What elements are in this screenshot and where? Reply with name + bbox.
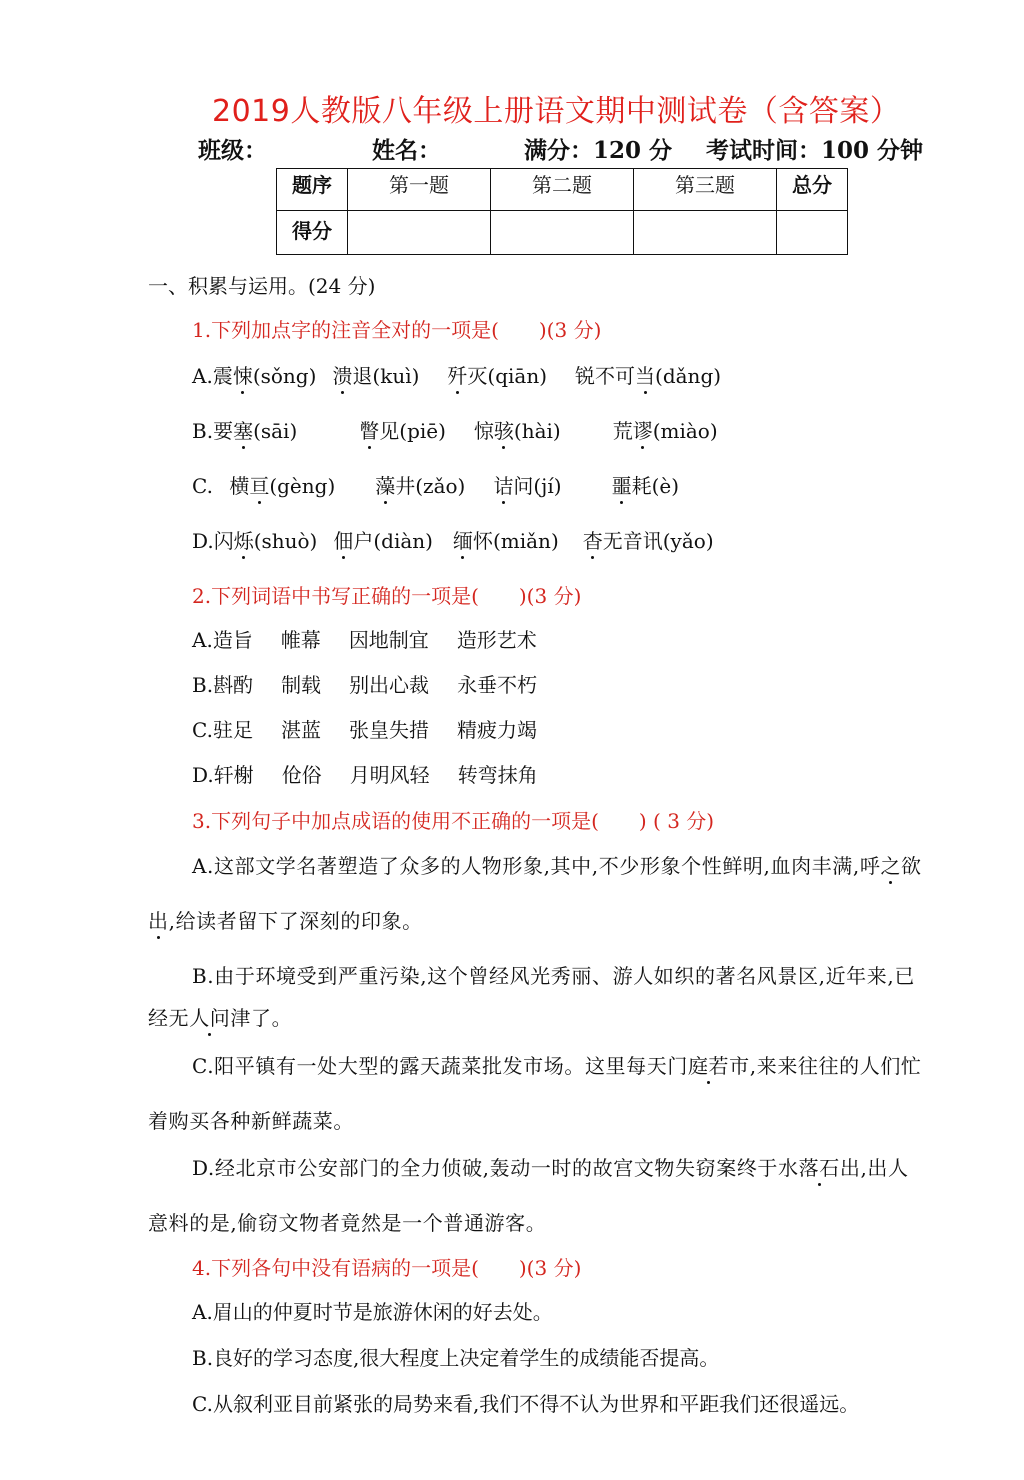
question-4-option-c: C.从叙利亚目前紧张的局势来看,我们不得不认为世界和平距我们还很遥远。 (192, 1392, 860, 1416)
question-3-stem: 3.下列句子中加点成语的使用不正确的一项是( ) ( 3 分) (192, 809, 715, 833)
score-table (276, 168, 848, 255)
page-title: 2019人教版八年级上册语文期中测试卷（含答案） (212, 94, 901, 129)
score-table-header-q1: 第一题 (348, 169, 491, 211)
question-3-option-a-line2: 出,给读者留下了深刻的印象。 (148, 905, 423, 934)
question-2-option-c: C.驻足 湛蓝 张皇失措 精疲力竭 (192, 718, 537, 742)
question-4-option-a: A.眉山的仲夏时节是旅游休闲的好去处。 (192, 1300, 553, 1324)
score-table-row-label: 得分 (277, 211, 348, 255)
score-table-header-total: 总分 (777, 169, 848, 211)
question-4-option-b: B.良好的学习态度,很大程度上决定着学生的成绩能否提高。 (192, 1346, 720, 1370)
question-2-stem: 2.下列词语中书写正确的一项是( )(3 分) (192, 584, 582, 608)
question-3-option-c-line1: C.阳平镇有一处大型的露天蔬菜批发市场。这里每天门庭若市,来来往往的人们忙 (192, 1050, 922, 1079)
question-1-option-a: A.震悚(sǒng) 溃退(kuì) 歼灭(qiān) 锐不可当(dǎng) (192, 360, 721, 389)
score-cell-q1 (348, 211, 491, 255)
score-cell-total (777, 211, 848, 255)
question-3-option-a-line1: A.这部文学名著塑造了众多的人物形象,其中,不少形象个性鲜明,血肉丰满,呼之欲 (192, 850, 922, 879)
full-score-label: 满分：120 分 (524, 137, 673, 164)
class-label: 班级： (198, 137, 267, 164)
question-1-option-d: D.闪烁(shuò) 佃户(diàn) 缅怀(miǎn) 杳无音讯(yǎo) (192, 525, 714, 554)
question-3-option-b-line2: 经无人问津了。 (148, 1002, 292, 1031)
question-1-stem: 1.下列加点字的注音全对的一项是( )(3 分) (192, 318, 602, 342)
question-3-option-d-line2: 意料的是,偷窃文物者竟然是一个普通游客。 (148, 1211, 547, 1235)
score-cell-q2 (491, 211, 634, 255)
exam-time-label: 考试时间：100 分钟 (706, 137, 924, 164)
question-3-option-c-line2: 着购买各种新鲜蔬菜。 (148, 1109, 354, 1133)
score-table-header-q3: 第三题 (634, 169, 777, 211)
score-table-header-order: 题序 (277, 169, 348, 211)
question-2-option-a: A.造旨 帷幕 因地制宜 造形艺术 (192, 628, 537, 652)
name-label: 姓名： (372, 137, 441, 164)
question-4-stem: 4.下列各句中没有语病的一项是( )(3 分) (192, 1256, 582, 1280)
question-1-option-b: B.要塞(sāi) 瞥见(piē) 惊骇(hài) 荒谬(miào) (192, 415, 718, 444)
section-heading: 一、积累与运用。(24 分) (148, 274, 376, 298)
question-1-option-c: C. 横亘(gèng) 藻井(zǎo) 诘问(jí) 噩耗(è) (192, 470, 679, 499)
question-3-option-d-line1: D.经北京市公安部门的全力侦破,轰动一时的故宫文物失窃案终于水落石出,出人 (192, 1152, 909, 1181)
question-3-option-b-line1: B.由于环境受到严重污染,这个曾经风光秀丽、游人如织的著名风景区,近年来,已 (192, 964, 915, 988)
score-table-header-q2: 第二题 (491, 169, 634, 211)
question-2-option-d: D.轩榭 伧俗 月明风轻 转弯抹角 (192, 763, 538, 787)
question-2-option-b: B.斟酌 制载 别出心裁 永垂不朽 (192, 673, 538, 697)
score-cell-q3 (634, 211, 777, 255)
